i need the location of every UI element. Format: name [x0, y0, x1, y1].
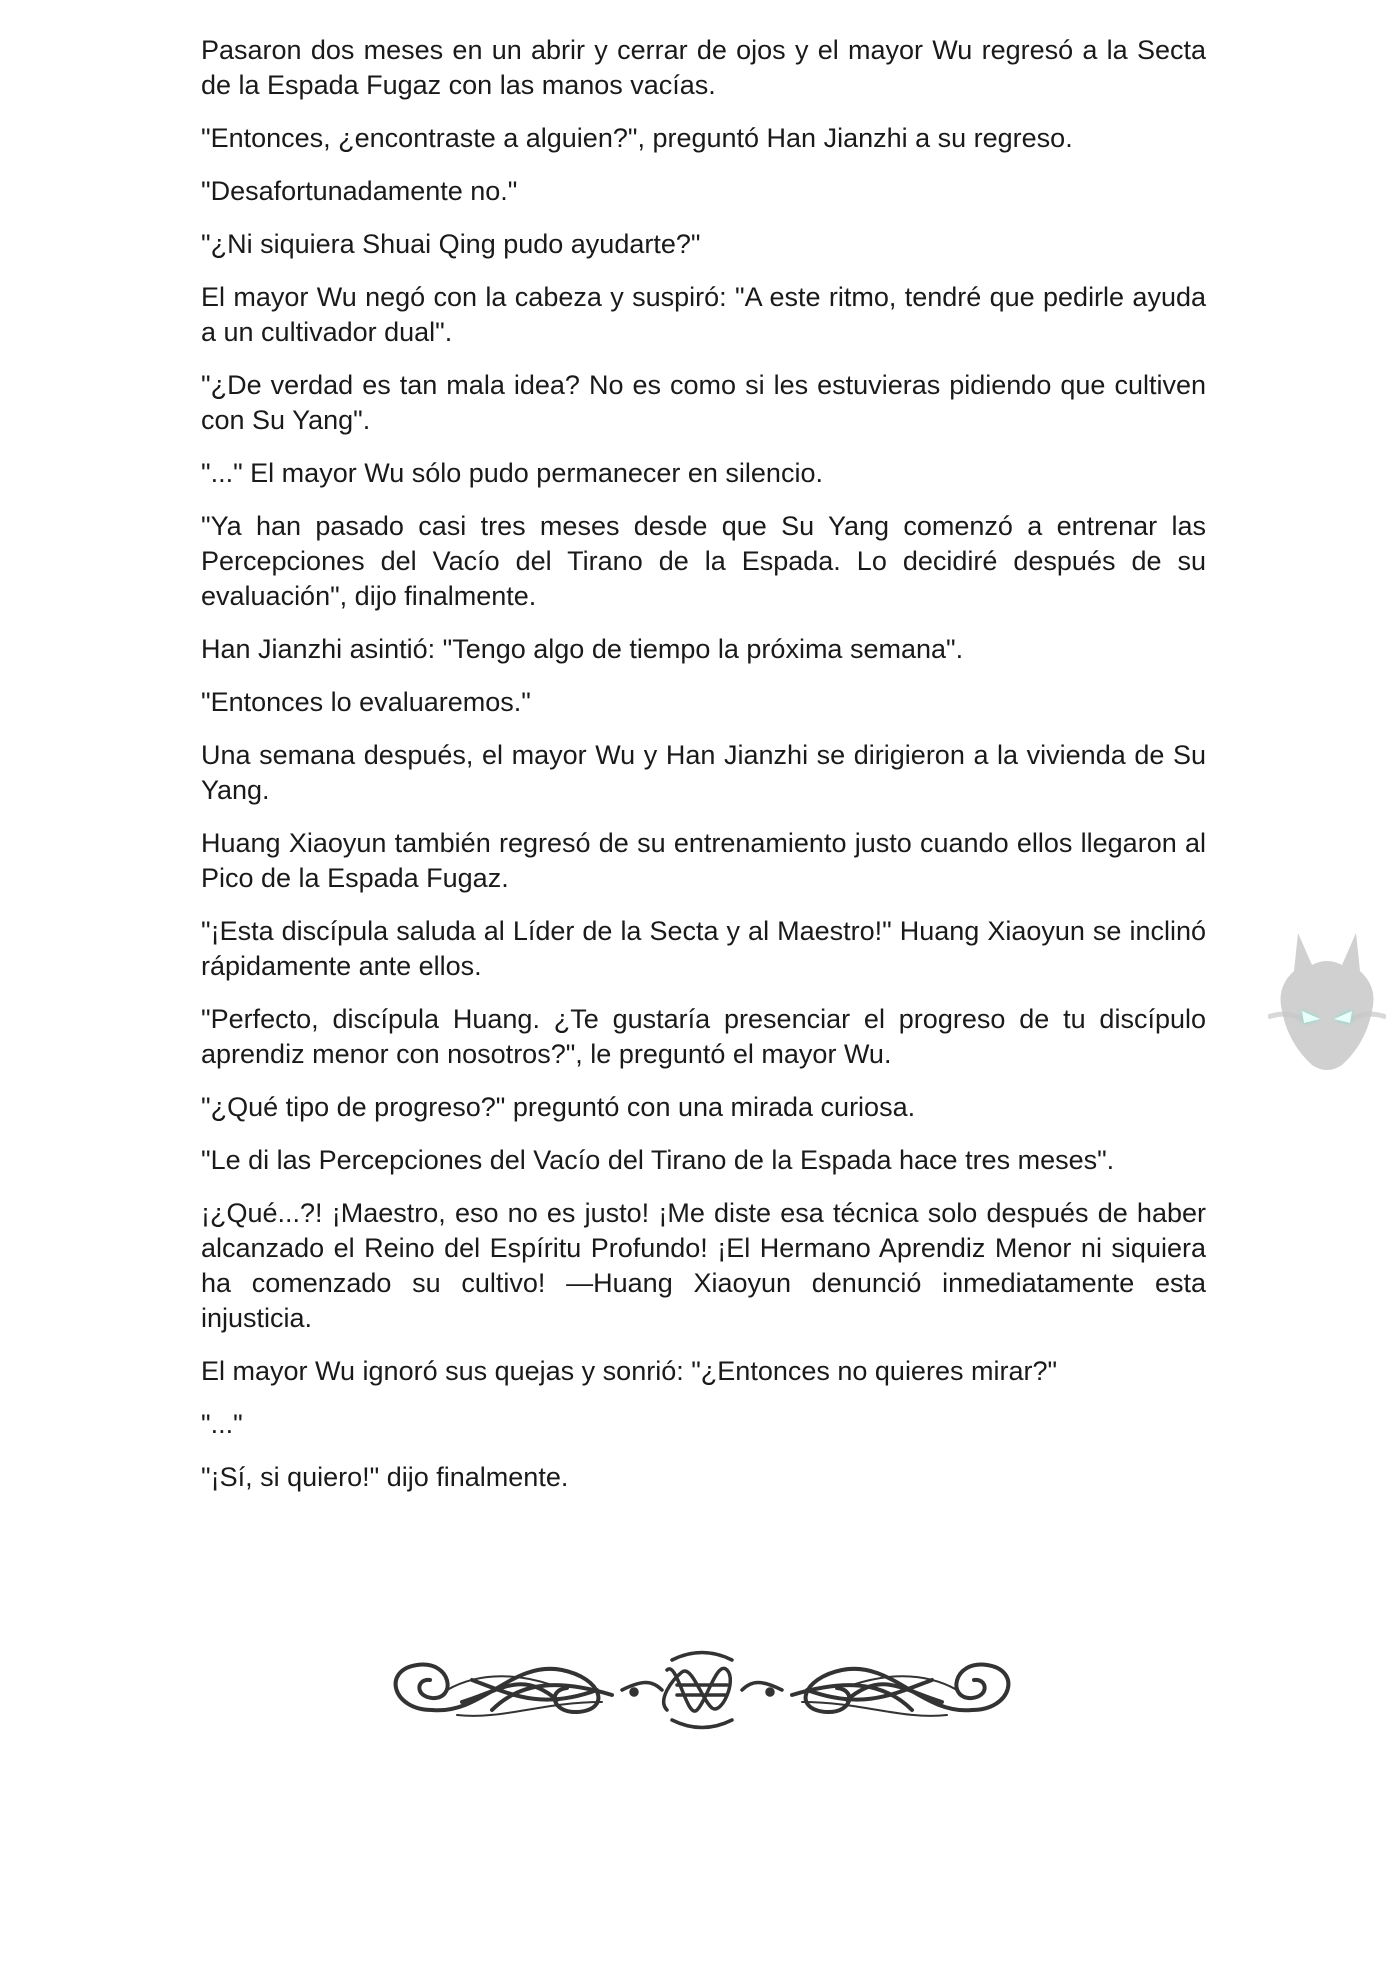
paragraph: "Entonces lo evaluaremos."	[201, 687, 531, 717]
paragraph: "Entonces, ¿encontraste a alguien?", preguntó Han Jianzhi a su regreso.	[201, 123, 1073, 153]
paragraph: "¿Qué tipo de progreso?" preguntó con una mirada curiosa.	[201, 1092, 916, 1122]
paragraph: El mayor Wu ignoró sus quejas y sonrió: "¿Entonces no quieres mirar?"	[201, 1356, 1058, 1386]
paragraph: "..."	[201, 1409, 243, 1439]
paragraph: "¡Sí, si quiero!" dijo finalmente.	[201, 1462, 569, 1492]
paragraph: "Perfecto, discípula Huang. ¿Te gustaría presenciar el progreso de tu discípulo aprendiz menor con nosotros?", le preguntó el mayor Wu.	[201, 1004, 1206, 1069]
document-body	[201, 33, 1206, 1513]
paragraph: "Desafortunadamente no."	[201, 176, 518, 206]
paragraph: Han Jianzhi asintió: "Tengo algo de tiempo la próxima semana".	[201, 634, 964, 664]
paragraph: El mayor Wu negó con la cabeza y suspiró: "A este ritmo, tendré que pedirle ayuda a un cultivador dual".	[201, 282, 1206, 347]
paragraph: Una semana después, el mayor Wu y Han Jianzhi se dirigieron a la vivienda de Su Yang.	[201, 740, 1206, 805]
flourish-divider-icon	[372, 1640, 1032, 1740]
paragraph: Huang Xiaoyun también regresó de su entrenamiento justo cuando ellos llegaron al Pico de la Espada Fugaz.	[201, 828, 1206, 893]
paragraph: "¡Esta discípula saluda al Líder de la Secta y al Maestro!" Huang Xiaoyun se inclinó rápidamente ante ellos.	[201, 916, 1206, 981]
paragraph: "Le di las Percepciones del Vacío del Tirano de la Espada hace tres meses".	[201, 1145, 1115, 1175]
paragraph: Pasaron dos meses en un abrir y cerrar de ojos y el mayor Wu regresó a la Secta de la Espada Fugaz con las manos vacías.	[201, 35, 1206, 100]
paragraph: ¡¿Qué...?! ¡Maestro, eso no es justo! ¡Me diste esa técnica solo después de haber alcanzado el Reino del Espíritu Profundo! ¡El Hermano Aprendiz Menor ni siquiera ha comenzado su cultivo! —Huang Xiaoyun denunció inmediatamente esta injusticia.	[201, 1198, 1206, 1333]
paragraph: "Ya han pasado casi tres meses desde que Su Yang comenzó a entrenar las Percepciones del Vacío del Tirano de la Espada. Lo decidiré después de su evaluación", dijo finalmente.	[201, 511, 1206, 611]
paragraph: "..." El mayor Wu sólo pudo permanecer en silencio.	[201, 458, 823, 488]
paragraph: "¿De verdad es tan mala idea? No es como si les estuvieras pidiendo que cultiven con Su Yang".	[201, 370, 1206, 435]
demon-head-watermark-icon	[1268, 925, 1386, 1075]
paragraph: "¿Ni siquiera Shuai Qing pudo ayudarte?"	[201, 229, 701, 259]
